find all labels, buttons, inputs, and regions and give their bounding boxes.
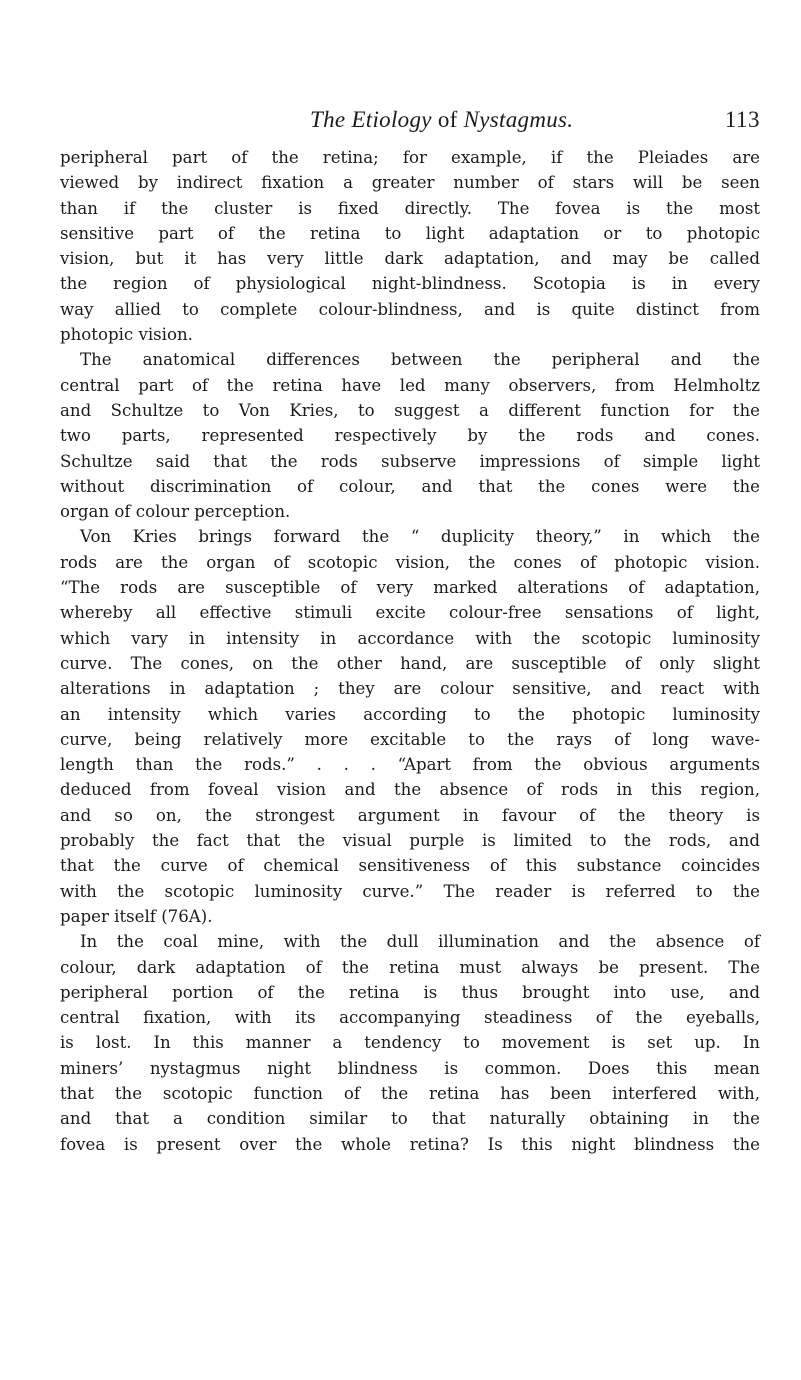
text-line: the region of physiological night-blindness. Scotopia is in every (60, 274, 760, 294)
text-line: In the coal mine, with the dull illumination and the absence of (80, 932, 760, 952)
running-title-the: The (310, 107, 352, 132)
running-title-nystagmus: Nystagmus. (463, 107, 574, 132)
text-line: with the scotopic luminosity curve.” The reader is referred to the (60, 881, 760, 901)
text-line: peripheral part of the retina; for example, if the Pleiades are (60, 148, 760, 167)
text-line: The anatomical differences between the peripheral and the (80, 350, 760, 370)
text-line: than if the cluster is fixed directly. The fovea is the most (60, 198, 760, 218)
text-line: rods are the organ of scotopic vision, the cones of photopic vision. (60, 552, 760, 572)
text-line: whereby all effective stimuli excite colour-free sensations of light, (60, 603, 760, 623)
text-line: two parts, represented respectively by the rods and cones. (60, 426, 760, 446)
text-line: fovea is present over the whole retina? Is this night blindness the (60, 1134, 760, 1154)
running-title-of: of (431, 107, 464, 132)
text-line: Schultze said that the rods subserve impressions of simple light (60, 451, 760, 471)
text-line: miners’ nystagmus night blindness is common. Does this mean (60, 1058, 760, 1078)
text-line: colour, dark adaptation of the retina must always be present. The (60, 957, 760, 977)
text-line: way allied to complete colour-blindness, and is quite distinct from (60, 299, 760, 319)
text-line: Von Kries brings forward the “ duplicity theory,” in which the (80, 527, 760, 547)
text-line: alterations in adaptation ; they are colour sensitive, and react with (60, 679, 760, 699)
text-line: vision, but it has very little dark adaptation, and may be called (60, 249, 760, 269)
running-title-etiology: Etiology (351, 107, 432, 132)
text-line: deduced from foveal vision and the absence of rods in this region, (60, 780, 760, 800)
text-line: an intensity which varies according to the photopic luminosity (60, 704, 760, 724)
text-line: that the curve of chemical sensitiveness of this substance coincides (60, 856, 760, 876)
text-line: curve. The cones, on the other hand, are susceptible of only slight (60, 653, 760, 673)
text-line: organ of colour perception. (60, 502, 291, 522)
text-line: probably the fact that the visual purple is limited to the rods, and (60, 831, 760, 851)
text-line: curve, being relatively more excitable to the rays of long wave- (60, 729, 760, 749)
text-line: paper itself (76A). (60, 906, 213, 926)
page-number: 113 (724, 107, 760, 132)
body-text (60, 145, 760, 1157)
text-line: central fixation, with its accompanying steadiness of the eyeballs, (60, 1008, 760, 1028)
text-line: peripheral portion of the retina is thus brought into use, and (60, 982, 760, 1002)
text-line: which vary in intensity in accordance with the scotopic luminosity (60, 628, 760, 648)
running-title (310, 107, 573, 133)
text-line: and Schultze to Von Kries, to suggest a different function for the (60, 400, 760, 420)
text-line: sensitive part of the retina to light adaptation or to photopic (60, 223, 760, 243)
text-line: that the scotopic function of the retina has been interfered with, (60, 1083, 760, 1103)
text-line: length than the rods.” . . . “Apart from the obvious arguments (60, 755, 760, 775)
text-line: central part of the retina have led many observers, from Helmholtz (60, 375, 760, 395)
page-header (60, 107, 760, 137)
text-line: viewed by indirect fixation a greater number of stars will be seen (60, 173, 760, 193)
text-line: without discrimination of colour, and that the cones were the (60, 476, 760, 496)
text-line: photopic vision. (60, 325, 193, 345)
text-line: “The rods are susceptible of very marked alterations of adaptation, (60, 578, 760, 598)
text-line: is lost. In this manner a tendency to movement is set up. In (60, 1033, 760, 1053)
text-line: and that a condition similar to that naturally obtaining in the (60, 1109, 760, 1129)
text-line: and so on, the strongest argument in favour of the theory is (60, 805, 760, 825)
